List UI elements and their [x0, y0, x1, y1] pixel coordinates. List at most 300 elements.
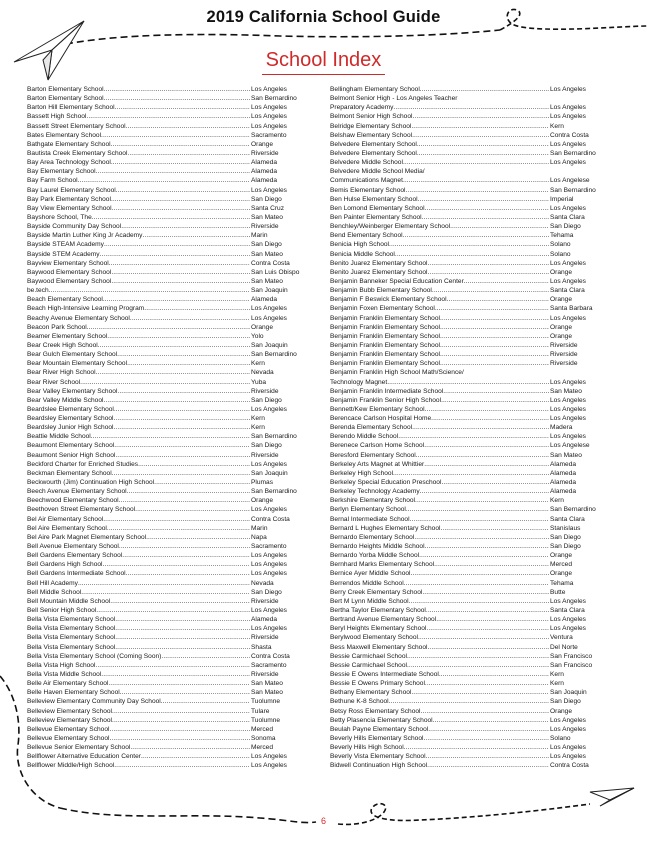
index-entry — [27, 186, 319, 195]
index-entry — [330, 94, 596, 103]
school-name: Bear River School — [27, 378, 81, 386]
index-entry — [330, 405, 596, 414]
county-name: San Bernardino — [550, 186, 596, 194]
school-name: Beverly Hills High School — [330, 744, 404, 752]
school-name: be.tech — [27, 287, 49, 295]
county-name: Sacramento — [251, 131, 287, 139]
school-name: Benchley/Weinberger Elementary School — [330, 223, 451, 231]
index-entry — [27, 606, 319, 615]
county-name: Santa Barbara — [550, 305, 593, 313]
dot-leader — [434, 560, 549, 569]
county-name: San Mateo — [251, 250, 283, 258]
school-name: Bellevue Senior Elementary School — [27, 744, 131, 752]
county-name: Shasta — [251, 643, 272, 651]
index-entry — [27, 542, 319, 551]
dot-leader — [407, 652, 549, 661]
school-name: Berencace Carlson Hospital Home — [330, 415, 432, 423]
school-name: Bay Park Elementary School — [27, 195, 111, 203]
index-entry — [27, 716, 319, 725]
school-name: Bay Farm School — [27, 177, 78, 185]
dot-leader — [119, 542, 250, 551]
index-entry — [27, 588, 319, 597]
index-entry — [330, 140, 596, 149]
school-name: Berylwood Elementary School — [330, 634, 418, 642]
school-name: Beachy Avenue Elementary School — [27, 314, 130, 322]
index-entry — [330, 624, 596, 633]
county-name: Contra Costa — [550, 131, 589, 139]
dot-leader — [80, 378, 250, 387]
dot-leader — [161, 652, 250, 661]
school-name: Bear Gulch Elementary School — [27, 351, 118, 359]
county-name: San Bernardino — [251, 95, 297, 103]
county-name: Riverside — [251, 451, 279, 459]
dot-leader — [393, 103, 549, 112]
school-name: Bear River High School — [27, 369, 96, 377]
index-entry — [27, 277, 319, 286]
school-name: Bear Valley Middle School — [27, 396, 104, 404]
county-name: Los Angeles — [550, 405, 586, 413]
county-name: Nevada — [251, 369, 274, 377]
index-entry — [27, 725, 319, 734]
school-name: Belvedere Middle School Media/ — [330, 168, 425, 176]
index-entry — [27, 314, 319, 323]
left-index-column — [27, 85, 319, 771]
school-name: Berkeley Special Education Preschool — [330, 479, 442, 487]
county-name: Kern — [251, 360, 265, 368]
county-name: Solano — [550, 250, 571, 258]
dot-leader — [127, 149, 250, 158]
dot-leader — [115, 451, 250, 460]
index-entry — [330, 131, 596, 140]
school-name: Benicia Middle School — [330, 250, 395, 258]
school-name: Bayside STEM Academy — [27, 250, 100, 258]
index-entry — [330, 231, 596, 240]
school-name: Bear Mountain Elementary School — [27, 360, 128, 368]
dot-leader — [415, 496, 549, 505]
school-name: Beckwourth (Jim) Continuation High School — [27, 479, 155, 487]
school-name: Bay Elementary School — [27, 168, 96, 176]
dot-leader — [115, 624, 250, 633]
index-entry — [330, 423, 596, 432]
index-entry — [27, 231, 319, 240]
dot-leader — [127, 487, 250, 496]
index-entry — [27, 515, 319, 524]
dot-leader — [104, 240, 250, 249]
school-name: Belleview Elementary School — [27, 716, 113, 724]
county-name: Los Angeles — [251, 186, 287, 194]
school-name: Beethoven Street Elementary School — [27, 506, 136, 514]
county-name: Riverside — [251, 671, 279, 678]
school-name: Berendo Middle School — [330, 433, 399, 441]
dot-leader — [119, 496, 250, 505]
dot-leader — [130, 743, 250, 752]
county-name: San Diego — [251, 396, 282, 404]
dot-leader — [428, 725, 549, 734]
index-entry — [330, 222, 596, 231]
school-name: Berkeley High School — [330, 469, 394, 477]
county-name: Kern — [251, 424, 265, 432]
dot-leader — [409, 597, 549, 606]
county-name: San Diego — [550, 698, 581, 706]
school-name: Bert M Lynn Middle School — [330, 597, 409, 605]
dot-leader — [154, 478, 250, 487]
dot-leader — [420, 85, 549, 94]
school-name: Bernardo Yorba Middle School — [330, 552, 420, 560]
index-entry — [27, 707, 319, 716]
county-name: Los Angelese — [550, 442, 590, 450]
index-entry — [330, 661, 596, 670]
index-entry — [27, 350, 319, 359]
dot-leader — [135, 505, 250, 514]
county-name: Los Angeles — [550, 415, 586, 423]
dot-leader — [389, 240, 549, 249]
county-name: Alameda — [550, 460, 577, 468]
index-entry — [330, 396, 596, 405]
county-name: Yuba — [251, 378, 267, 386]
dot-leader — [96, 167, 250, 176]
school-name: Bernard L Hughes Elementary School — [330, 524, 441, 532]
school-name: Bernice Ayer Middle School — [330, 570, 411, 578]
school-name: Bella Vista Elementary School (Coming Soon) — [27, 652, 162, 660]
school-name: Bautista Creek Elementary School — [27, 149, 128, 157]
county-name: Los Angeles — [550, 433, 586, 441]
index-entry — [27, 213, 319, 222]
county-name: Kern — [550, 497, 564, 505]
dot-leader — [417, 140, 549, 149]
county-name: Solano — [550, 241, 571, 249]
dot-leader — [412, 112, 549, 121]
county-name: Riverside — [251, 597, 279, 605]
dot-leader — [96, 368, 250, 377]
school-name: Belshaw Elementary School — [330, 131, 413, 139]
county-name: Kern — [550, 122, 564, 130]
school-name: Bethune K-8 School — [330, 698, 389, 706]
school-name: Betty Plasencia Elementary School — [330, 716, 433, 724]
dot-leader — [464, 277, 549, 286]
index-entry — [330, 725, 596, 734]
index-entry — [27, 378, 319, 387]
dot-leader — [87, 323, 250, 332]
county-name: Alameda — [550, 488, 577, 496]
dot-leader — [114, 405, 250, 414]
county-name: Riverside — [251, 387, 279, 395]
index-entry — [27, 469, 319, 478]
school-name: Bellevue Elementary School — [27, 725, 110, 733]
top-dashed-trail — [66, 30, 500, 44]
index-entry — [27, 414, 319, 423]
dot-leader — [440, 323, 549, 332]
county-name: Los Angeles — [550, 259, 586, 267]
dot-leader — [86, 112, 250, 121]
school-name: Bessie Carmichael School — [330, 652, 407, 660]
county-name: Los Angeles — [251, 405, 287, 413]
dot-leader — [443, 387, 549, 396]
school-name: Beverly Vista Elementary School — [330, 753, 426, 761]
school-name: Bessie E Owens Primary School — [330, 680, 425, 688]
school-name: Bernal Intermediate School — [330, 515, 410, 523]
index-entry — [330, 186, 596, 195]
index-entry — [330, 149, 596, 158]
index-entry — [330, 743, 596, 752]
dot-leader — [98, 341, 250, 350]
county-name: Santa Clara — [550, 213, 585, 221]
dot-leader — [426, 624, 549, 633]
school-name: Bethany Elementary School — [330, 689, 412, 697]
dot-leader — [426, 752, 549, 761]
county-name: San Diego — [550, 543, 581, 551]
index-entry — [330, 167, 596, 176]
county-name: Los Angeles — [550, 396, 586, 404]
index-entry — [27, 533, 319, 542]
index-entry — [27, 396, 319, 405]
school-name: Beckman Elementary School — [27, 469, 112, 477]
index-entry — [330, 204, 596, 213]
school-name: Bell Gardens Elementary School — [27, 552, 123, 560]
index-entry — [27, 268, 319, 277]
dot-leader — [436, 615, 549, 624]
dot-leader — [387, 378, 549, 387]
index-entry — [330, 707, 596, 716]
school-name: Bess Maxwell Elementary School — [330, 643, 428, 651]
index-entry — [330, 652, 596, 661]
dot-leader — [427, 761, 549, 770]
dot-leader — [111, 140, 250, 149]
index-entry — [27, 250, 319, 259]
dot-leader — [103, 515, 250, 524]
school-name: Belvedere Middle School — [330, 159, 403, 167]
school-name: Bay Laurel Elementary School — [27, 186, 116, 194]
school-name: Belleview Elementary Community Day School — [27, 698, 161, 706]
county-name: Nevada — [251, 579, 274, 587]
school-name: Barton Elementary School — [27, 86, 104, 93]
index-entry — [27, 551, 319, 560]
school-name: Benjamin Franklin Senior High School — [330, 396, 442, 404]
school-name: Bel Air Elementary School — [27, 515, 104, 523]
county-name: Ventura — [550, 634, 573, 642]
county-name: Alameda — [251, 168, 278, 176]
county-name: San Bernardino — [251, 488, 297, 496]
school-name: Bear Valley Elementary School — [27, 387, 118, 395]
school-name: Bell Senior High School — [27, 607, 97, 615]
dot-leader — [447, 295, 549, 304]
county-name: San Joaquin — [550, 689, 587, 697]
county-name: San Diego — [251, 195, 282, 203]
index-entry — [27, 222, 319, 231]
county-name: Butte — [550, 588, 566, 596]
dot-leader — [424, 441, 549, 450]
school-name: Beckford Charter for Enriched Studies — [27, 460, 139, 468]
county-name: Orange — [550, 707, 572, 715]
county-name: San Bernardino — [550, 506, 596, 514]
school-name: Bell Hill Academy — [27, 579, 78, 587]
county-name: Los Angeles — [251, 122, 287, 130]
dot-leader — [114, 423, 251, 432]
school-name: Bella Vista Elementary School — [27, 625, 116, 633]
county-name: Marin — [251, 524, 268, 532]
county-name: Los Angeles — [550, 716, 586, 724]
county-name: Los Angeles — [251, 607, 287, 615]
index-entry — [330, 697, 596, 706]
dot-leader — [419, 551, 549, 560]
index-entry — [330, 350, 596, 359]
school-name: Bellingham Elementary School — [330, 86, 420, 93]
county-name: San Francisco — [550, 661, 593, 669]
school-name: Benjamin Foxen Elementary School — [330, 305, 435, 313]
dot-leader — [411, 122, 549, 131]
index-entry — [27, 460, 319, 469]
school-name: Benjamin Banneker Special Education Center — [330, 277, 464, 285]
page-header-title: 2019 California School Guide — [206, 8, 441, 26]
school-name: Berenece Carlson Home School — [330, 442, 425, 450]
school-name: Benito Juarez Elementary School — [330, 268, 428, 276]
page-number: 6 — [320, 816, 326, 826]
school-name: Belvedere Elementary School — [330, 140, 417, 148]
school-name: Bellevue Elementary School — [27, 734, 110, 742]
county-name: Los Angeles — [251, 561, 287, 569]
school-name: Bell Mountain Middle School — [27, 597, 111, 605]
index-entry — [27, 204, 319, 213]
dot-leader — [81, 588, 250, 597]
dot-leader — [92, 213, 250, 222]
dot-leader — [108, 679, 250, 688]
school-name: Bidwell Continuation High School — [330, 762, 428, 770]
dot-leader — [389, 697, 549, 706]
dot-leader — [49, 286, 250, 295]
dot-leader — [406, 505, 549, 514]
school-name: Barton Elementary School — [27, 95, 104, 103]
county-name: Los Angeles — [251, 625, 287, 633]
school-name: Bay Area Technology School — [27, 159, 111, 167]
index-entry — [330, 597, 596, 606]
school-name: Bayside STEAM Academy — [27, 241, 104, 249]
school-name: Beechwood Elementary School — [27, 497, 119, 505]
school-name: Benjamin Franklin Intermediate School — [330, 387, 444, 395]
school-name: Belmont Senior High School — [330, 113, 413, 121]
dot-leader — [111, 158, 250, 167]
dot-leader — [96, 606, 250, 615]
county-name: Los Angeles — [251, 104, 287, 112]
index-entry — [330, 286, 596, 295]
index-entry — [27, 140, 319, 149]
dot-leader — [440, 332, 549, 341]
school-name: Beach High-Intensive Learning Program — [27, 305, 145, 313]
dot-leader — [103, 396, 250, 405]
county-name: San Mateo — [550, 387, 582, 395]
county-name: Orange — [251, 323, 273, 331]
school-name: Benito Juarez Elementary School — [330, 259, 428, 267]
county-name: San Joaquin — [251, 469, 288, 477]
county-name: Kern — [550, 680, 564, 688]
county-name: Los Angeles — [251, 460, 287, 468]
school-name: Bay View Elementary School — [27, 204, 112, 212]
index-entry — [27, 122, 319, 131]
school-name: Bassett High School — [27, 113, 87, 121]
school-name: Bella Vista Elementary School — [27, 616, 116, 624]
school-name: Bella Vista Elementary School — [27, 643, 116, 651]
school-name: Bayside Community Day School — [27, 223, 122, 231]
school-name: Beardsley Elementary School — [27, 415, 114, 423]
school-name: Benjamin Franklin Elementary School — [330, 332, 440, 340]
county-name: Alameda — [251, 159, 278, 167]
county-name: San Francisco — [550, 652, 593, 660]
county-name: Riverside — [251, 149, 279, 157]
index-entry — [27, 670, 319, 679]
index-entry — [330, 469, 596, 478]
school-name: Bayside Martin Luther King Jr Academy — [27, 232, 143, 240]
dot-leader — [117, 387, 250, 396]
dot-leader — [407, 661, 549, 670]
index-entry — [27, 112, 319, 121]
dot-leader — [114, 414, 251, 423]
dot-leader — [439, 670, 549, 679]
county-name: Alameda — [251, 296, 278, 304]
school-name: Bassett Street Elementary School — [27, 122, 126, 130]
county-name: Riverside — [550, 360, 578, 368]
county-name: Los Angeles — [550, 314, 586, 322]
dot-leader — [112, 707, 250, 716]
school-name: Bell Gardens High School — [27, 561, 103, 569]
county-name: Kern — [251, 415, 265, 423]
dot-leader — [431, 414, 549, 423]
county-name: Orange — [550, 296, 572, 304]
school-name: Benicia High School — [330, 241, 390, 249]
school-name: Baywood Elementary School — [27, 277, 112, 285]
dot-leader — [107, 332, 250, 341]
dot-leader — [142, 231, 250, 240]
dot-leader — [103, 560, 250, 569]
dot-leader — [146, 533, 250, 542]
county-name: Yolo — [251, 332, 264, 340]
index-entry — [27, 569, 319, 578]
county-name: San Joaquin — [251, 287, 288, 295]
school-name: Bernardo Elementary School — [330, 533, 415, 541]
index-entry — [330, 259, 596, 268]
school-name: Ben Hulse Elementary School — [330, 195, 418, 203]
index-entry — [330, 496, 596, 505]
dot-leader — [114, 441, 250, 450]
index-entry — [27, 368, 319, 377]
county-name: Los Angeles — [550, 725, 586, 733]
index-entry — [330, 85, 596, 94]
index-entry — [330, 176, 596, 185]
county-name: Riverside — [550, 351, 578, 359]
school-name: Beech Avenue Elementary School — [27, 488, 127, 496]
dot-leader — [116, 186, 250, 195]
county-name: Orange — [550, 552, 572, 560]
dot-leader — [115, 643, 250, 652]
index-entry — [27, 341, 319, 350]
school-name: Bell Middle School — [27, 588, 82, 596]
index-entry — [330, 643, 596, 652]
county-name: Del Norte — [550, 643, 578, 651]
index-entry — [27, 259, 319, 268]
county-name: Los Angeles — [251, 753, 287, 761]
index-entry — [330, 569, 596, 578]
index-entry — [330, 460, 596, 469]
school-name: Bell Gardens Intermediate School — [27, 570, 126, 578]
index-entry — [330, 341, 596, 350]
index-entry — [27, 85, 319, 94]
dot-leader — [440, 341, 549, 350]
index-entry — [330, 734, 596, 743]
dot-leader — [115, 633, 250, 642]
school-name: Preparatory Academy — [330, 104, 394, 112]
dot-leader — [101, 670, 250, 679]
county-name: Los Angeles — [550, 140, 586, 148]
index-entry — [27, 743, 319, 752]
dot-leader — [398, 432, 549, 441]
county-name: Riverside — [550, 341, 578, 349]
